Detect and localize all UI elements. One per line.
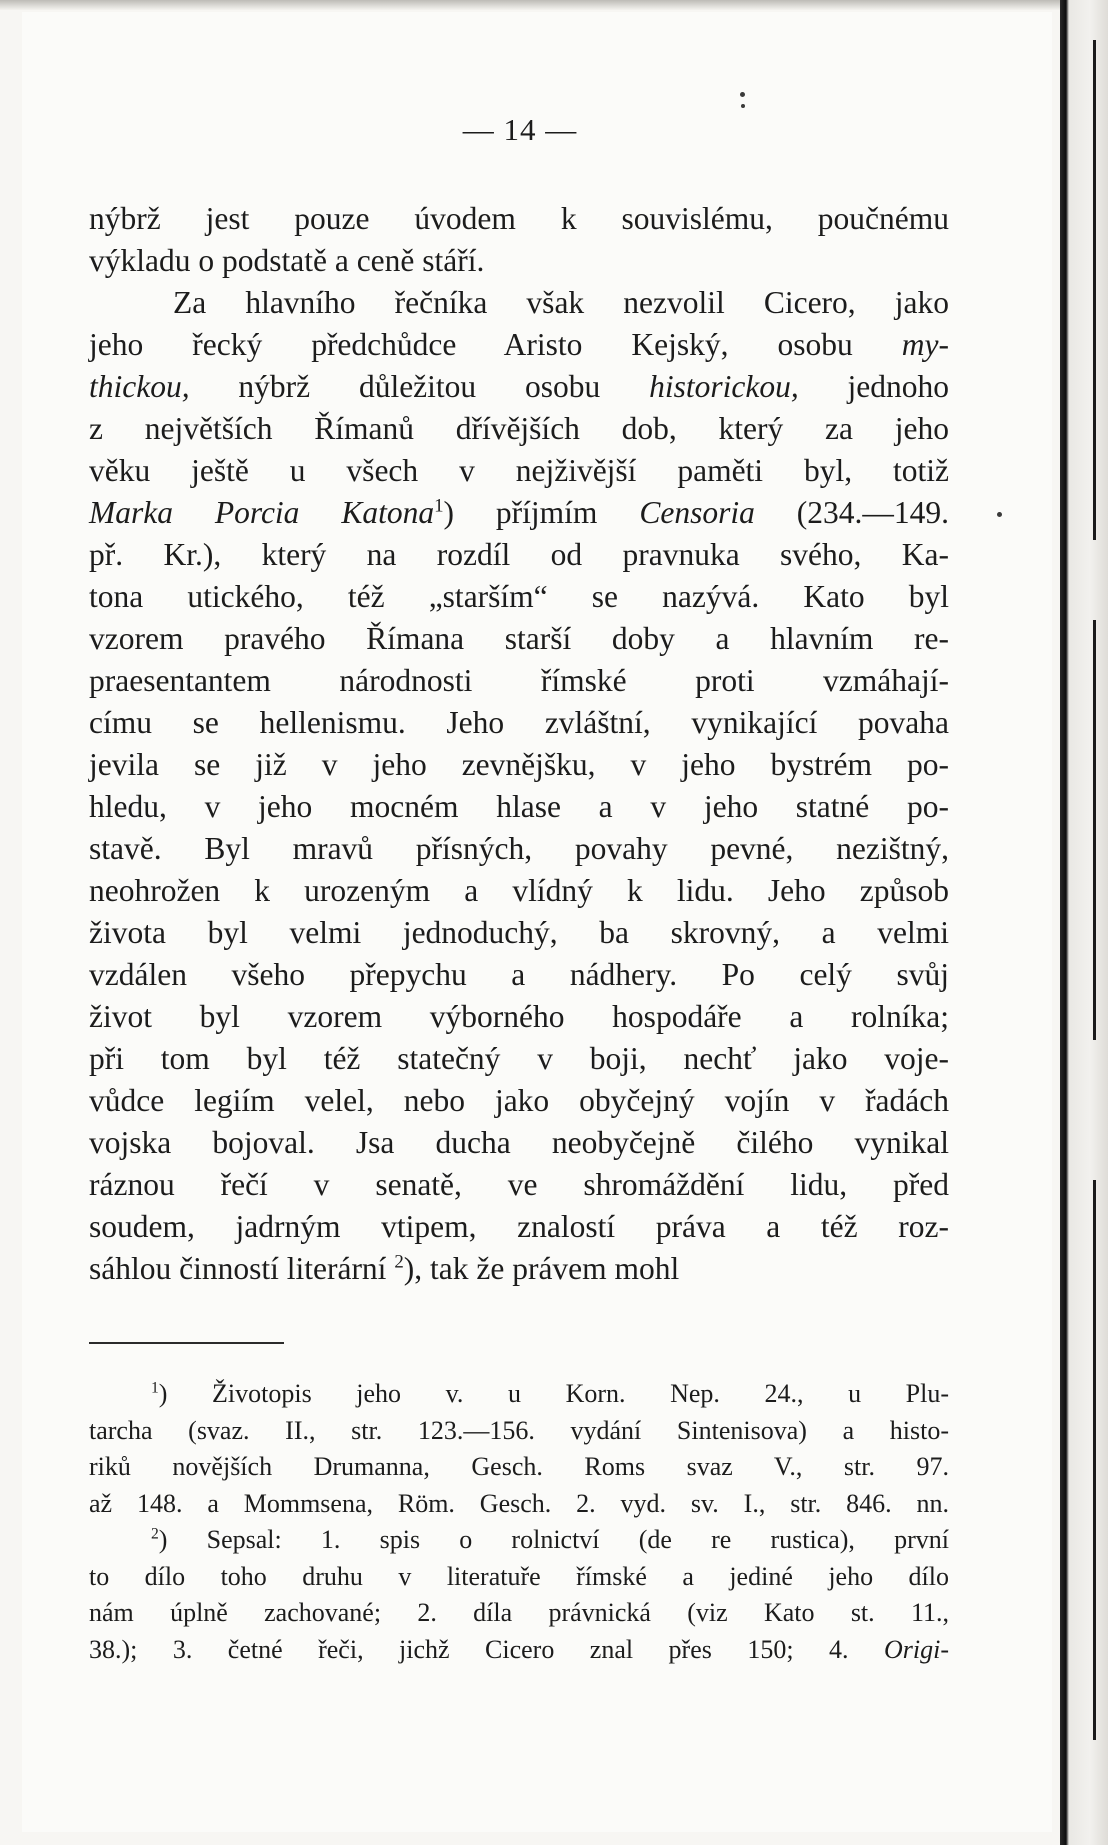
binding-shadow-line [1093,620,1096,1040]
text-line [89,1248,949,1290]
text-run: života byl velmi jednoduchý, ba skrovný, a velmi [89,915,949,950]
italic-text: thickou, [89,369,190,404]
text-line [89,1206,949,1248]
text-line [89,744,949,786]
footnote-marker: 2 [394,1251,404,1273]
text-line [89,1080,949,1122]
text-line [89,324,949,366]
text-line [89,996,949,1038]
footnote-marker: 2 [151,1525,159,1543]
book-binding-edge [1060,0,1108,1845]
text-run: ráznou řečí v senatě, ve shromáždění lidu, před [89,1167,949,1202]
text-line [89,534,949,576]
text-run: ), tak že právem mohl [403,1251,680,1286]
text-run: výkladu o podstatě a ceně stáří. [89,243,485,278]
text-run: tarcha (svaz. II., str. 123.—156. vydání Sintenisova) a histo- [89,1415,949,1445]
footnote-line [89,1632,949,1669]
footnote-line [89,1376,949,1413]
text-run: jeho řecký předchůdce Aristo Kejský, osobu [89,327,902,362]
text-line [89,492,949,534]
text-run: vůdce legiím velel, nebo jako obyčejný vojín v řadách [89,1083,949,1118]
text-run: vojska bojoval. Jsa ducha neobyčejně čilého vynikal [89,1125,949,1160]
footnote-marker: 1 [434,495,444,517]
footnotes [89,1376,949,1668]
ink-speck [741,104,745,108]
text-run: život byl vzorem výborného hospodáře a rolníka; [89,999,949,1034]
text-line [89,1122,949,1164]
text-line [89,660,949,702]
text-run: věku ještě u všech v nejživější paměti byl, totiž [89,453,949,488]
text-run: tona utického, též „starším“ se nazývá. Kato byl [89,579,949,614]
footnote-line [89,1559,949,1596]
text-run: stavě. Byl mravů přísných, povahy pevné, nezištný, [89,831,949,866]
text-line [89,1164,949,1206]
text-run: z největších Římanů dřívějších dob, který za jeho [89,411,949,446]
text-line [89,240,949,282]
text-line [89,912,949,954]
text-line [89,198,949,240]
text-line [89,702,949,744]
italic-text: Marka Porcia Katona [89,495,435,530]
page-top-shadow [0,0,1108,10]
text-run: soudem, jadrným vtipem, znalostí práva a též roz- [89,1209,949,1244]
text-run: př. Kr.), který na rozdíl od pravnuka svého, Ka- [89,537,949,572]
text-run: až 148. a Mommsena, Röm. Gesch. 2. vyd. sv. I., str. 846. nn. [89,1488,949,1518]
text-run: riků novějších Drumanna, Gesch. Roms svaz V., str. 97. [89,1452,949,1481]
text-line [89,576,949,618]
text-line [89,786,949,828]
footnote-separator [89,1342,284,1344]
text-line [89,618,949,660]
footnote-line [89,1449,949,1486]
text-line [89,954,949,996]
footnote-line [89,1595,949,1632]
footnote-marker: 1 [151,1379,159,1397]
text-run: při tom byl též statečný v boji, nechť jako voje- [89,1041,949,1076]
text-line [89,408,949,450]
text-run: vzdálen všeho přepychu a nádhery. Po celý svůj [89,957,949,992]
italic-text: historickou, [649,369,799,404]
text-run: praesentantem národnosti římské proti vzmáhají- [89,663,949,698]
text-run: 38.); 3. četné řeči, jichž Cicero znal přes 150; 4. [89,1634,884,1664]
text-line [89,870,949,912]
ink-speck [740,92,745,97]
text-run: neohrožen k urozeným a vlídný k lidu. Jeho způsob [89,873,949,908]
italic-text: Origi- [884,1634,949,1664]
text-run: sáhlou činností literární [89,1251,395,1286]
main-text [89,198,949,1290]
footnote-line [89,1413,949,1450]
ink-speck [997,512,1002,517]
italic-text: my- [901,327,949,362]
text-line [89,282,949,324]
text-line [89,450,949,492]
text-run: jevila se již v jeho zevnějšku, v jeho bystrém po- [89,747,949,782]
text-run: ) Sepsal: 1. spis o rolnictví (de re rustica), první [158,1525,949,1554]
page-number: — 14 — [462,112,578,147]
text-line [89,366,949,408]
footnote-line [89,1522,949,1559]
text-line [89,1038,949,1080]
binding-shadow-line [1093,1180,1096,1740]
text-run: hledu, v jeho mocném hlase a v jeho statné po- [89,789,949,824]
text-run: jednoho [798,369,950,404]
text-run: Za hlavního řečníka však nezvolil Cicero, jako [173,285,949,320]
footnote-line [89,1486,949,1523]
text-run: címu se hellenismu. Jeho zvláštní, vynikající povaha [89,705,949,740]
text-run: ) příjmím [443,495,640,530]
text-run: nám úplně zachované; 2. díla právnická (viz Kato st. 11., [89,1598,949,1627]
italic-text: Censoria [639,495,755,530]
binding-shadow-line [1093,40,1096,540]
text-line [89,828,949,870]
text-run: nýbrž jest pouze úvodem k souvislému, poučnému [89,201,949,236]
text-run: to dílo toho druhu v literatuře římské a jediné jeho dílo [89,1561,949,1591]
text-run: ) Životopis jeho v. u Korn. Nep. 24., u Plu- [158,1379,949,1408]
text-run: nýbrž důležitou osobu [189,369,650,404]
text-run: vzorem pravého Římana starší doby a hlavním re- [89,621,949,656]
text-run: (234.—149. [754,495,949,530]
